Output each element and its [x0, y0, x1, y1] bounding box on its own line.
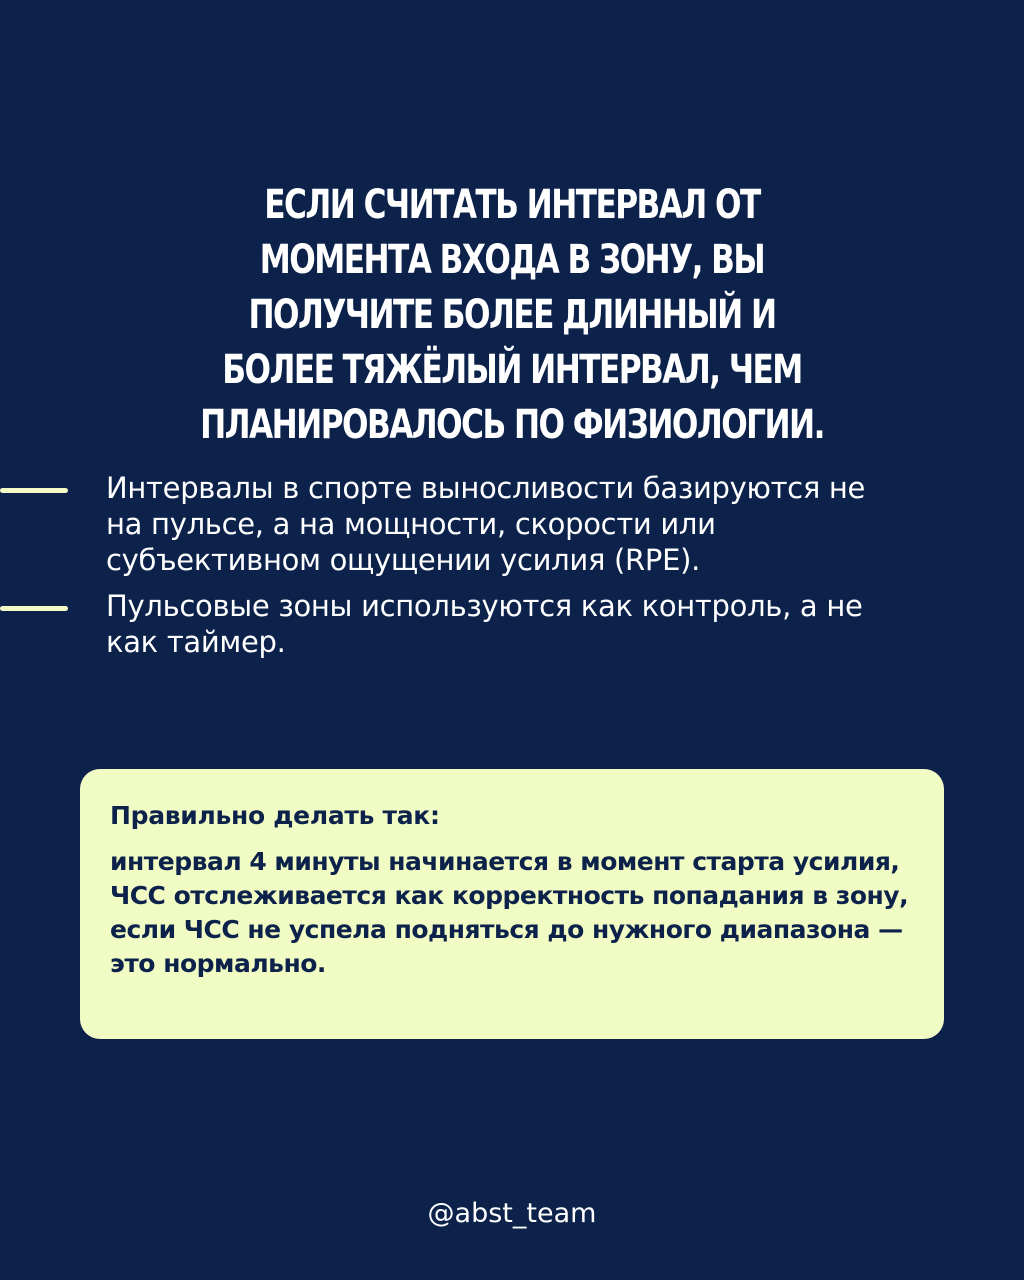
bullet-dash-icon [0, 488, 68, 493]
callout-title: Правильно делать так: [110, 801, 440, 830]
bullet-text: Интервалы в спорте выносливости базируются не на пульсе, а на мощности, скорости или субъективном ощущении усилия (RPE). [106, 471, 866, 577]
list-item [0, 470, 1024, 578]
bullet-list [0, 470, 1024, 670]
account-handle: @abst_team [427, 1198, 597, 1229]
list-item [0, 588, 1024, 660]
callout-box [80, 769, 944, 1039]
bullet-dash-icon [0, 606, 68, 611]
callout-body: интервал 4 минуты начинается в момент старта усилия, ЧСС отслеживается как корректность попадания в зону, если ЧСС не успела подняться до нужного диапазона — это нормально. [110, 847, 909, 978]
bullet-text: Пульсовые зоны используются как контроль, а не как таймер. [106, 589, 863, 659]
headline: ЕСЛИ СЧИТАТЬ ИНТЕРВАЛ ОТ МОМЕНТА ВХОДА В ЗОНУ, ВЫ ПОЛУЧИТЕ БОЛЕЕ ДЛИННЫЙ И БОЛЕЕ ТЯЖЁЛЫЙ ИНТЕРВАЛ, ЧЕМ ПЛАНИРОВАЛОСЬ ПО ФИЗИОЛОГИИ. [200, 182, 824, 448]
